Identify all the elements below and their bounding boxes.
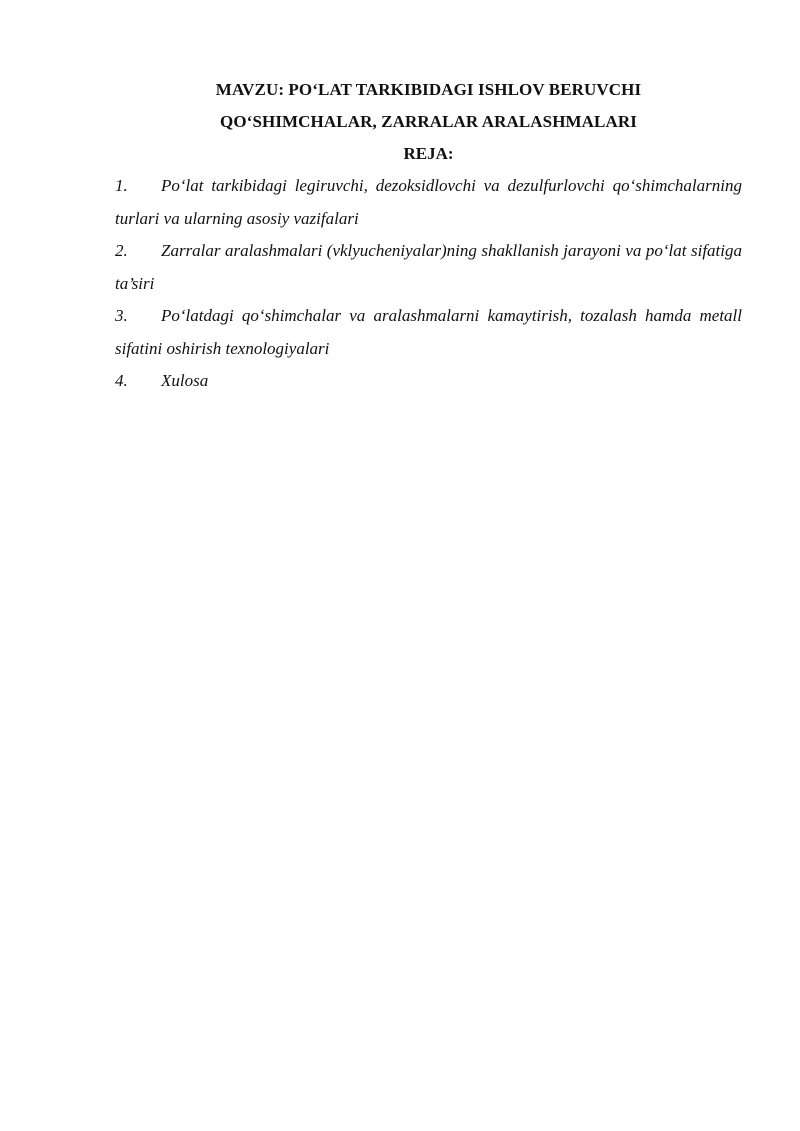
plan-item-number: 2.	[115, 241, 128, 260]
plan-item-text: Zarralar aralashmalari (vklyucheniyalar)ning shakllanish jarayoni va po‘lat sifatiga ta’siri	[115, 241, 742, 293]
topic-title-line-1: MAVZU: PO‘LAT TARKIBIDAGI ISHLOV BERUVCHI	[215, 80, 642, 99]
plan-item-text: Xulosa	[161, 371, 209, 390]
plan-heading: REJA:	[403, 144, 454, 163]
plan-item-number: 1.	[115, 176, 128, 195]
plan-item-text: Po‘lat tarkibidagi legiruvchi, dezoksidlovchi va dezulfurlovchi qo‘shimchalarning turlari va ularning asosiy vazifalari	[115, 176, 742, 228]
plan-list	[115, 170, 742, 398]
plan-item-text: Po‘latdagi qo‘shimchalar va aralashmalarni kamaytirish, tozalash hamda metall sifatini oshirish texnologiyalari	[115, 306, 742, 358]
document-content	[115, 74, 742, 398]
plan-item-number: 4.	[115, 371, 128, 390]
plan-item-number: 3.	[115, 306, 128, 325]
plan-item-1	[115, 170, 742, 235]
plan-item-2	[115, 235, 742, 300]
plan-item-3	[115, 300, 742, 365]
plan-item-4	[115, 365, 742, 398]
topic-title-line-2: QO‘SHIMCHALAR, ZARRALAR ARALASHMALARI	[220, 112, 637, 131]
